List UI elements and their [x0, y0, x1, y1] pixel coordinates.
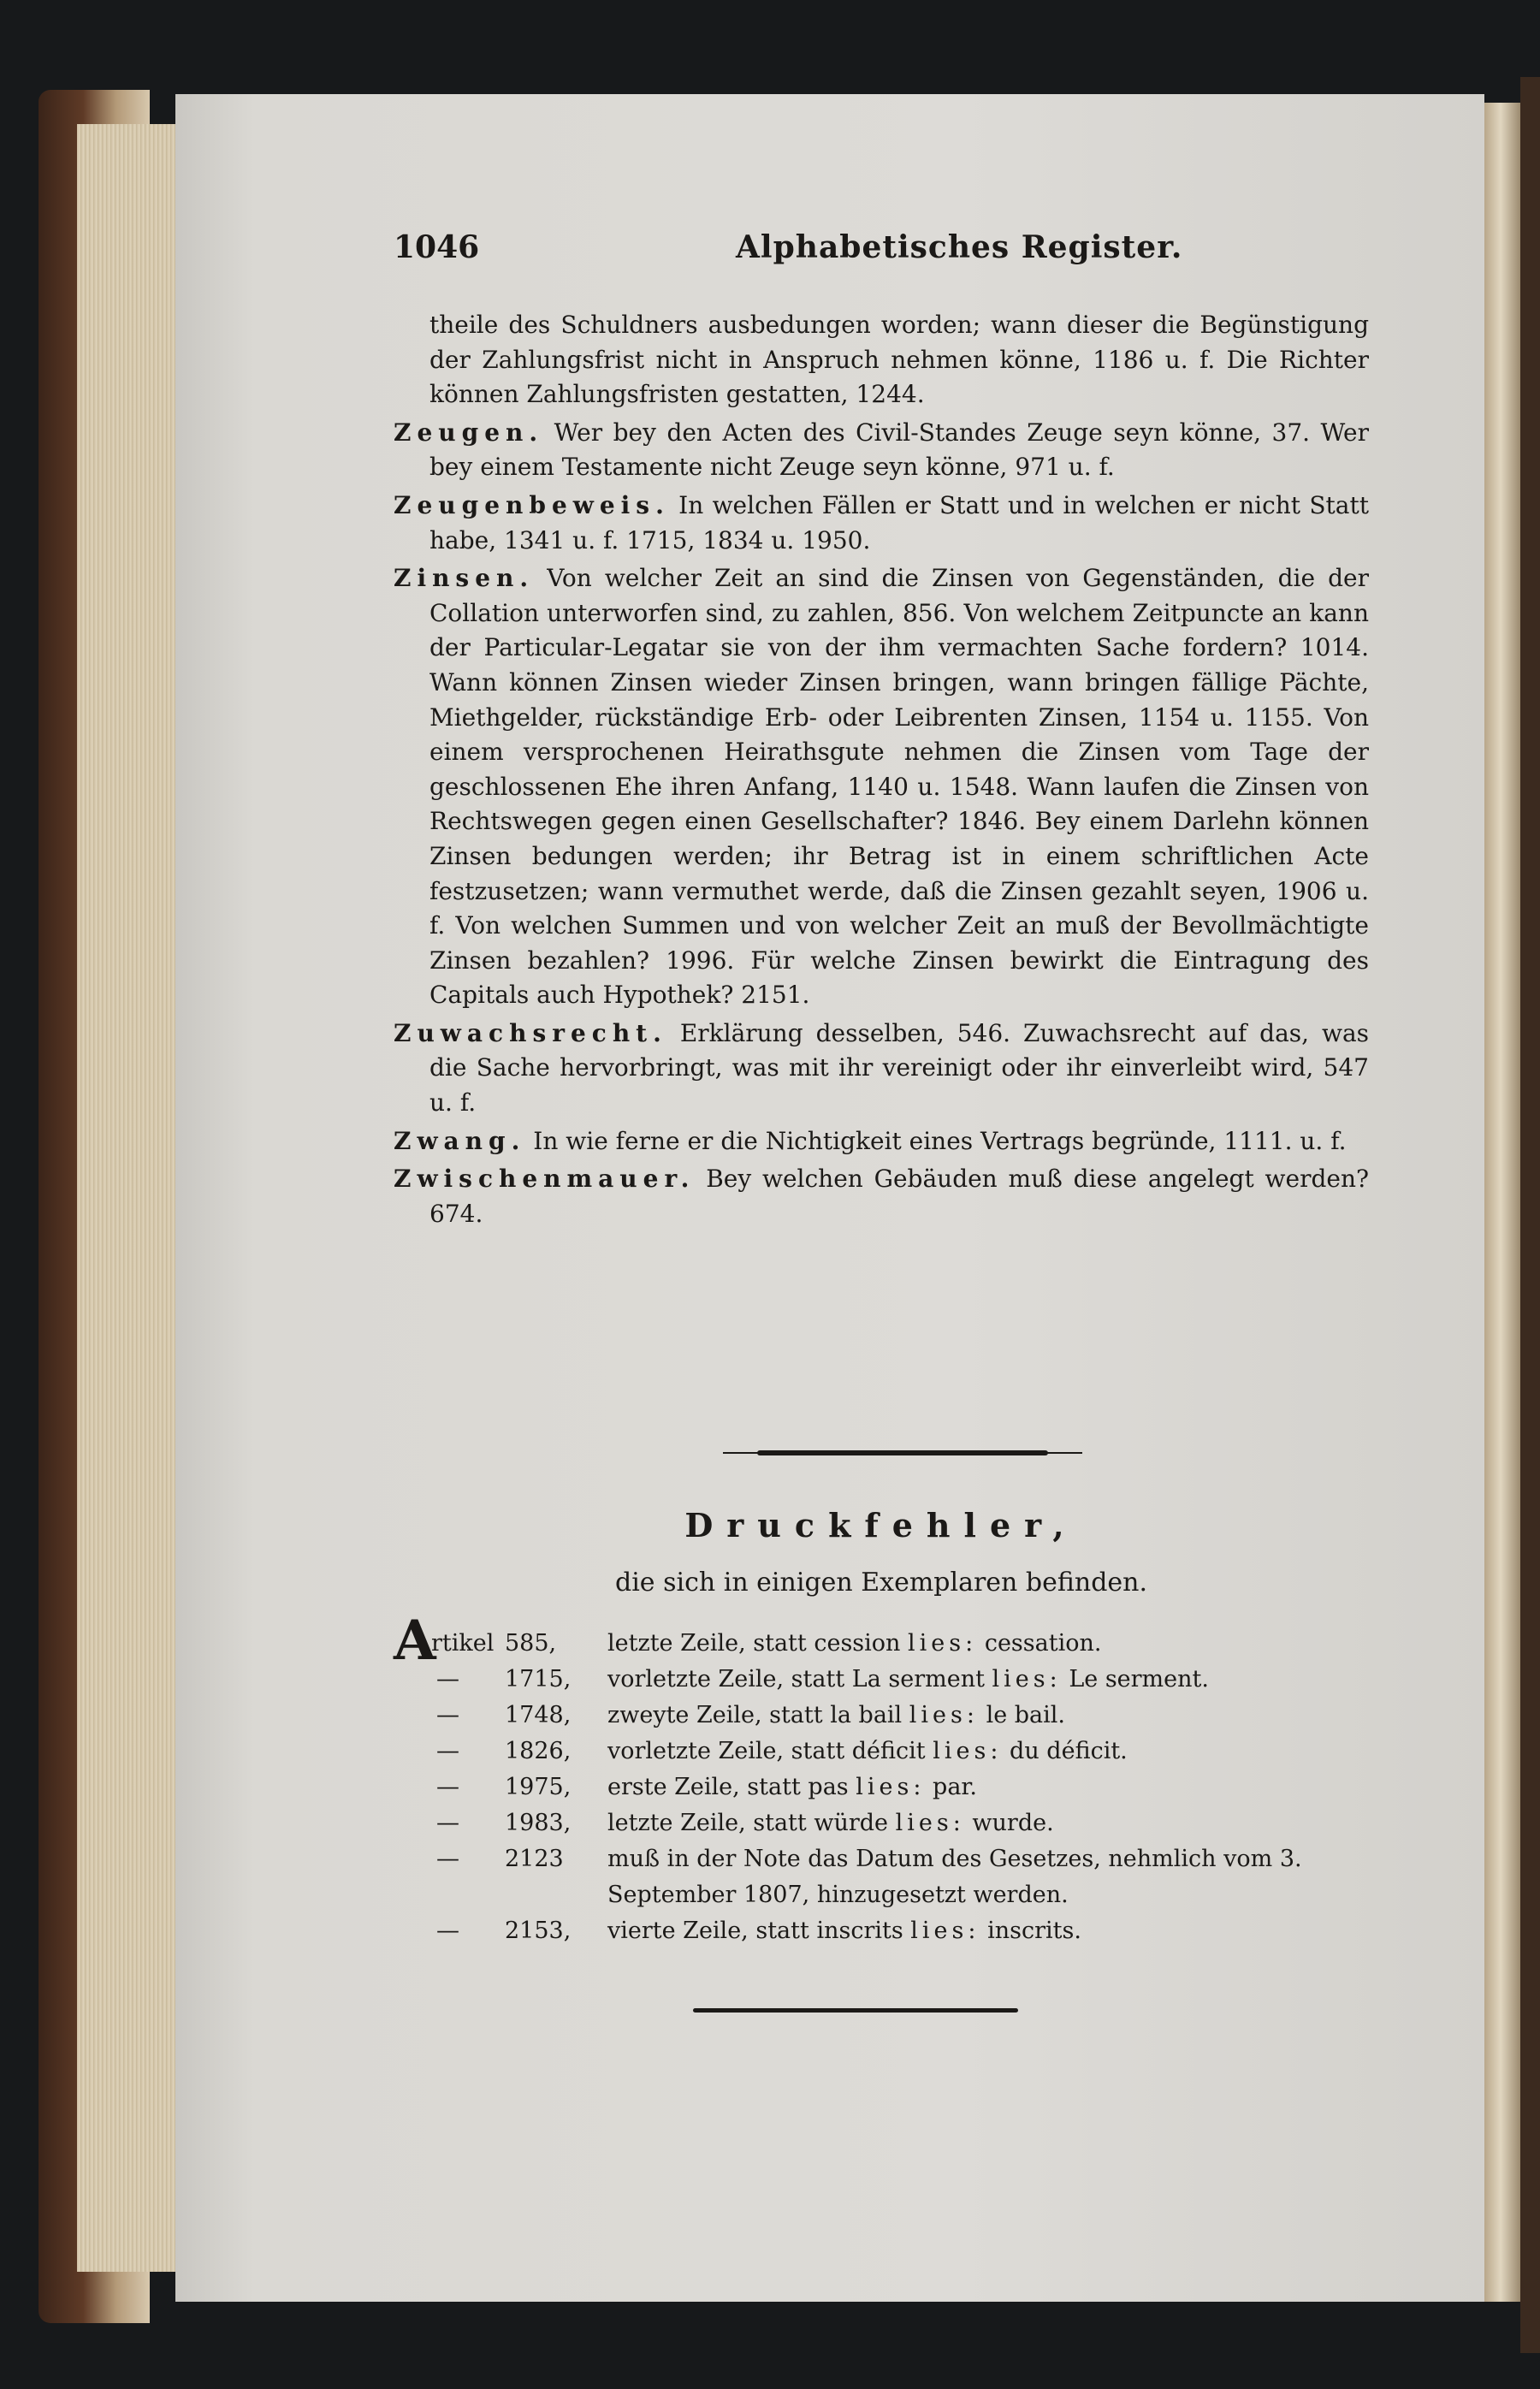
errata-correction: erste Zeile, statt pas lies: par. [607, 1774, 977, 1800]
entry-text: theile des Schuldners ausbedungen worden; wann dieser die Begünstigung der Zahlungsfrist nicht in Anspruch nehmen könne, 1186 u. f. Die Richter können Zahlungsfristen gestatten, 1244. [429, 311, 1369, 409]
entry-keyword: Zwang. [394, 1126, 526, 1155]
section-divider [757, 1450, 1048, 1455]
entry-keyword: Zinsen. [394, 564, 535, 593]
page-number: 1046 [394, 229, 480, 265]
errata-article-number: 1715, [505, 1666, 572, 1692]
errata-row: — 1975, erste Zeile, statt pas lies: par. [394, 1770, 1369, 1805]
book-cover-right [1520, 77, 1540, 2353]
errata-correction: vorletzte Zeile, statt déficit lies: du déficit. [607, 1738, 1128, 1764]
errata-correction: zweyte Zeile, statt la bail lies: le bail. [607, 1702, 1066, 1728]
errata-correction: letzte Zeile, statt cession lies: cessation. [607, 1630, 1102, 1657]
entry-text: Wer bey den Acten des Civil-Standes Zeuge seyn könne, 37. Wer bey einem Testamente nicht Zeuge seyn könne, 971 u. f. [429, 418, 1369, 482]
register-entry-zwang [394, 1124, 1369, 1159]
errata-row: — 1826, vorletzte Zeile, statt déficit lies: du déficit. [394, 1734, 1369, 1770]
errata-article-number: 2123 [505, 1846, 564, 1872]
errata-correction: letzte Zeile, statt würde lies: wurde. [607, 1810, 1054, 1836]
errata-title: Druckfehler, [684, 1506, 1078, 1544]
register-entry-zinsen [394, 561, 1369, 1013]
errata-article-number: 1983, [505, 1810, 572, 1836]
errata-label: rtikel [431, 1630, 495, 1657]
register-body [394, 308, 1369, 1235]
errata-correction: muß in der Note das Datum des Gesetzes, nehmlich vom 3. September 1807, hinzugesetzt werden. [607, 1846, 1302, 1908]
entry-keyword: Zeugenbeweis. [394, 490, 670, 519]
register-entry [394, 308, 1369, 412]
entry-text: Erklärung desselben, 546. Zuwachsrecht auf das, was die Sache hervorbringt, was mit ihr vereinigt oder ihr einverleibt wird, 547 u. f. [429, 1018, 1370, 1117]
register-entry-zwischenmauer [394, 1162, 1369, 1231]
entry-keyword: Zuwachsrecht. [394, 1018, 667, 1047]
errata-article-number: 1975, [505, 1774, 572, 1800]
end-divider [693, 2008, 1018, 2013]
page-edges-left [77, 124, 188, 2272]
errata-article-number: 1748, [505, 1702, 572, 1728]
errata-article-number: 2153, [505, 1918, 572, 1944]
errata-row: — 1748, zweyte Zeile, statt la bail lies: le bail. [394, 1698, 1369, 1734]
entry-text: Bey welchen Gebäuden muß diese angelegt werden? 674. [429, 1165, 1369, 1228]
entry-text: Von welcher Zeit an sind die Zinsen von Gegenständen, die der Collation unterworfen sind, zu zahlen, 856. Von welchem Zeitpuncte an kann der Particular-Legatar sie von der ihm vermachten Sache fordern? 1014. Wann können Zinsen wieder Zinsen bringen, wann bringen fällige Pächte, Miethgelder, rückständige Erb- oder Leibrenten Zinsen, 1154 u. 1155. Von einem versprochenen Heirathsgute nehmen die Zinsen vom Tage der geschlossenen Ehe ihren Anfang, 1140 u. 1548. Wann laufen die Zinsen von Rechtswegen gegen einen Gesellschafter? 1846. Bey einem Darlehn können Zinsen bedungen werden; ihr Betrag ist in einem schriftlichen Acte festzusetzen; wann vermuthet werde, daß die Zinsen gezahlt seyen, 1906 u. f. Von welchen Summen und von welcher Zeit an muß der Bevollmächtigte Zinsen bezahlen? 1996. Für welche Zinsen bewirkt die Eintragung des Capitals auch Hypothek? 2151. [429, 564, 1369, 1010]
errata-correction: vierte Zeile, statt inscrits lies: inscrits. [607, 1918, 1081, 1944]
register-entry-zuwachsrecht [394, 1017, 1369, 1121]
entry-keyword: Zeugen. [394, 418, 544, 447]
entry-keyword: Zwischenmauer. [394, 1165, 696, 1194]
errata-article-number: 585, [505, 1630, 557, 1657]
entry-text: In welchen Fällen er Statt und in welchen er nicht Statt habe, 1341 u. f. 1715, 1834 u. 1950. [429, 490, 1369, 554]
errata-row: — 2153, vierte Zeile, statt inscrits lies: inscrits. [394, 1913, 1369, 1949]
errata-list [394, 1609, 1369, 1949]
errata-row: — 1983, letzte Zeile, statt würde lies: wurde. [394, 1805, 1369, 1841]
errata-subtitle: die sich in einigen Exemplaren befinden. [614, 1568, 1148, 1598]
register-entry-zeugen [394, 416, 1369, 485]
page-header [394, 229, 1360, 281]
page-edges-right [1484, 103, 1520, 2302]
errata-row: — 2123 muß in der Note das Datum des Gesetzes, nehmlich vom 3. September 1807, hinzugesetzt werden. [394, 1841, 1369, 1913]
register-entry-zeugenbeweis [394, 489, 1369, 558]
errata-correction: vorletzte Zeile, statt La serment lies: Le serment. [607, 1666, 1209, 1692]
entry-text: In wie ferne er die Nichtigkeit eines Vertrags begründe, 1111. u. f. [533, 1126, 1347, 1155]
initial-letter: A [394, 1609, 436, 1673]
errata-article-number: 1826, [505, 1738, 572, 1764]
errata-row [394, 1609, 1369, 1673]
page-title: Alphabetisches Register. [736, 229, 1183, 265]
errata-row: — 1715, vorletzte Zeile, statt La serment lies: Le serment. [394, 1662, 1369, 1698]
